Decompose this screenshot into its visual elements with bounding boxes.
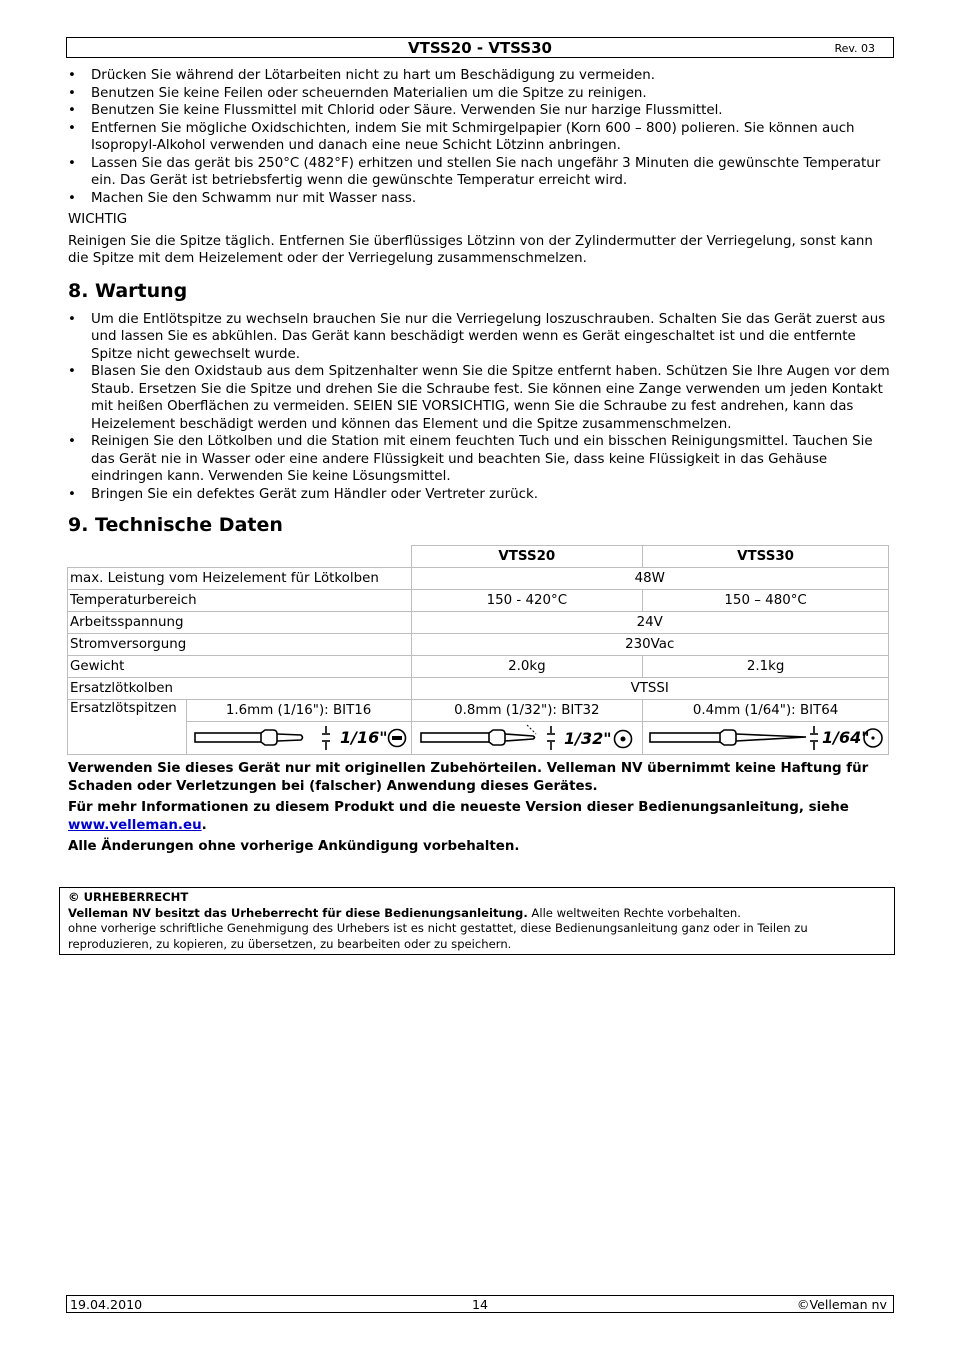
list-item: • Machen Sie den Schwamm nur mit Wasser nass. bbox=[68, 190, 892, 208]
list-item: • Reinigen Sie den Lötkolben und die Station mit einem feuchten Tuch und ein bisschen Reinigungsmittel. Tauchen Sie das Gerät nie in Wasser oder eine andere Flüssigkeit und beachten Sie, dass keine Flüssigkeit in das Gehäuse eindringen kann. Verwenden Sie keine Lösungsmittel. bbox=[68, 433, 892, 486]
soldering-tip-bit16-icon bbox=[189, 724, 409, 752]
list-item: • Benutzen Sie keine Feilen oder scheuernden Materialien um die Spitze zu reinigen. bbox=[68, 85, 892, 103]
table-row bbox=[68, 546, 889, 568]
row-value: 48W bbox=[411, 568, 889, 590]
copyright-lead: Velleman NV besitzt das Urheberrecht für diese Bedienungsanleitung. bbox=[68, 905, 528, 920]
list-item: • Benutzen Sie keine Flussmittel mit Chlorid oder Säure. Verwenden Sie nur harzige Flussmittel. bbox=[68, 102, 892, 120]
wichtig-text: Reinigen Sie die Spitze täglich. Entfernen Sie überflüssiges Lötzinn von der Zylindermutter der Verriegelung, sonst kann die Spitze mit dem Heizelement oder der Verriegelung zusammenschmelzen. bbox=[68, 233, 873, 266]
list-item: • Blasen Sie den Oxidstaub aus dem Spitzenhalter wenn Sie die Spitze entfernt haben. Schützen Sie Ihre Augen vor dem Staub. Ersetzen Sie die Spitze und drehen Sie die Schraube fest. Sie können eine Zange verwenden um jeden Kontakt mit heißen Oberflächen zu vermeiden. SEIEN SIE VORSICHTIG, wenn Sie die Schraube zu fest andrehen, kann das Heizelement beschädigt werden und können das Element und die Spitze zusammenschmelzen. bbox=[68, 363, 892, 433]
table-row bbox=[68, 656, 889, 678]
header-revision: Rev. 03 bbox=[834, 42, 875, 55]
liability-note: Verwenden Sie dieses Gerät nur mit originellen Zubehörteilen. Velleman NV übernimmt keine Haftung für Schaden oder Verletzungen bei (falscher) Anwendung dieses Gerätes. bbox=[68, 761, 869, 794]
tip-drawing-bit16 bbox=[186, 722, 411, 755]
row-label: Gewicht bbox=[68, 656, 412, 678]
table-row bbox=[68, 700, 889, 722]
row-value-vtss20: 150 - 420°C bbox=[411, 590, 643, 612]
section-heading-wartung: 8. Wartung bbox=[68, 279, 188, 302]
header-title: VTSS20 - VTSS30 bbox=[408, 39, 552, 57]
wartung-bullet-list bbox=[68, 311, 892, 504]
list-item: • Um die Entlötspitze zu wechseln brauchen Sie nur die Verriegelung loszuschrauben. Schalten Sie das Gerät zuerst aus und lassen Sie es abkühlen. Das Gerät kann beschädigt werden wenn es Gerät eingeschaltet ist und die entfernte Spitze nicht gewechselt wurde. bbox=[68, 311, 892, 364]
tip-fraction-1-64: 1/64" bbox=[821, 728, 870, 747]
tip-fraction-1-32: 1/32" bbox=[563, 729, 612, 748]
row-value: 230Vac bbox=[411, 634, 889, 656]
row-label: Ersatzlötspitzen bbox=[68, 700, 187, 755]
copyright-lead-rest: Alle weltweiten Rechte vorbehalten. bbox=[527, 905, 741, 920]
table-row bbox=[68, 590, 889, 612]
tip-name-bit64: 0.4mm (1/64"): BIT64 bbox=[643, 700, 889, 722]
spec-table bbox=[67, 545, 889, 755]
footer-brand: ©Velleman nv bbox=[796, 1297, 887, 1312]
list-item: • Lassen Sie das gerät bis 250°C (482°F) erhitzen und stellen Sie nach ungefähr 3 Minuten die gewünschte Temperatur ein. Das Gerät ist betriebsfertig wenn die gewünschte Temperatur erreicht wird. bbox=[68, 155, 892, 190]
table-corner-cell bbox=[68, 546, 412, 568]
footer-date: 19.04.2010 bbox=[70, 1297, 143, 1312]
row-value-vtss30: 2.1kg bbox=[643, 656, 889, 678]
row-label: Arbeitsspannung bbox=[68, 612, 412, 634]
row-label: Temperaturbereich bbox=[68, 590, 412, 612]
tip-drawing-bit32 bbox=[411, 722, 643, 755]
copyright-statement bbox=[68, 906, 886, 922]
info-note-end: . bbox=[201, 817, 207, 833]
velleman-website-link[interactable]: www.velleman.eu bbox=[68, 817, 202, 833]
changes-note: Alle Änderungen ohne vorherige Ankündigung vorbehalten. bbox=[68, 839, 520, 854]
soldering-tip-bit64-icon bbox=[646, 724, 886, 752]
tip-name-bit16: 1.6mm (1/16"): BIT16 bbox=[186, 700, 411, 722]
copyright-text: ohne vorherige schriftliche Genehmigung des Urhebers ist es nicht gestattet, diese Bedienungsanleitung ganz oder in Teilen zu reproduzieren, zu kopieren, zu übersetzen, zu bearbeiten oder zu speichern. bbox=[68, 921, 808, 951]
footer-page-number: 14 bbox=[471, 1297, 489, 1312]
list-item: • Entfernen Sie mögliche Oxidschichten, indem Sie mit Schmirgelpapier (Korn 600 – 800) polieren. Sie können auch Isopropyl-Alkohol verwenden und danach eine neue Schicht Lötzinn anbringen. bbox=[68, 120, 892, 155]
table-row bbox=[68, 722, 889, 755]
intro-bullet-list bbox=[68, 67, 892, 207]
row-label: Ersatzlötkolben bbox=[68, 678, 412, 700]
table-row bbox=[68, 634, 889, 656]
tip-drawing-bit64 bbox=[643, 722, 889, 755]
page-header bbox=[66, 37, 894, 58]
section-heading-technische-daten: 9. Technische Daten bbox=[68, 514, 283, 536]
row-value: VTSSI bbox=[411, 678, 889, 700]
table-row bbox=[68, 678, 889, 700]
list-item: • Bringen Sie ein defektes Gerät zum Händler oder Vertreter zurück. bbox=[68, 486, 892, 504]
table-row bbox=[68, 612, 889, 634]
page-footer bbox=[66, 1295, 894, 1313]
row-value-vtss20: 2.0kg bbox=[411, 656, 643, 678]
row-value: 24V bbox=[411, 612, 889, 634]
info-note-text: Für mehr Informationen zu diesem Produkt und die neueste Version dieser Bedienungsanleitung, siehe bbox=[68, 800, 849, 815]
tip-name-bit32: 0.8mm (1/32"): BIT32 bbox=[411, 700, 643, 722]
wichtig-label: WICHTIG bbox=[68, 212, 128, 227]
copyright-box bbox=[59, 887, 895, 955]
row-label: Stromversorgung bbox=[68, 634, 412, 656]
soldering-tip-bit32-icon bbox=[415, 724, 639, 752]
list-item: • Drücken Sie während der Lötarbeiten nicht zu hart um Beschädigung zu vermeiden. bbox=[68, 67, 892, 85]
row-value-vtss30: 150 – 480°C bbox=[643, 590, 889, 612]
copyright-title: © URHEBERRECHT bbox=[68, 890, 189, 904]
table-row bbox=[68, 568, 889, 590]
row-label: max. Leistung vom Heizelement für Lötkolben bbox=[68, 568, 412, 590]
tip-fraction-1-16: 1/16" bbox=[339, 728, 388, 747]
page-content bbox=[68, 67, 892, 856]
column-header-vtss20: VTSS20 bbox=[411, 546, 643, 568]
column-header-vtss30: VTSS30 bbox=[643, 546, 889, 568]
info-note bbox=[68, 799, 892, 834]
